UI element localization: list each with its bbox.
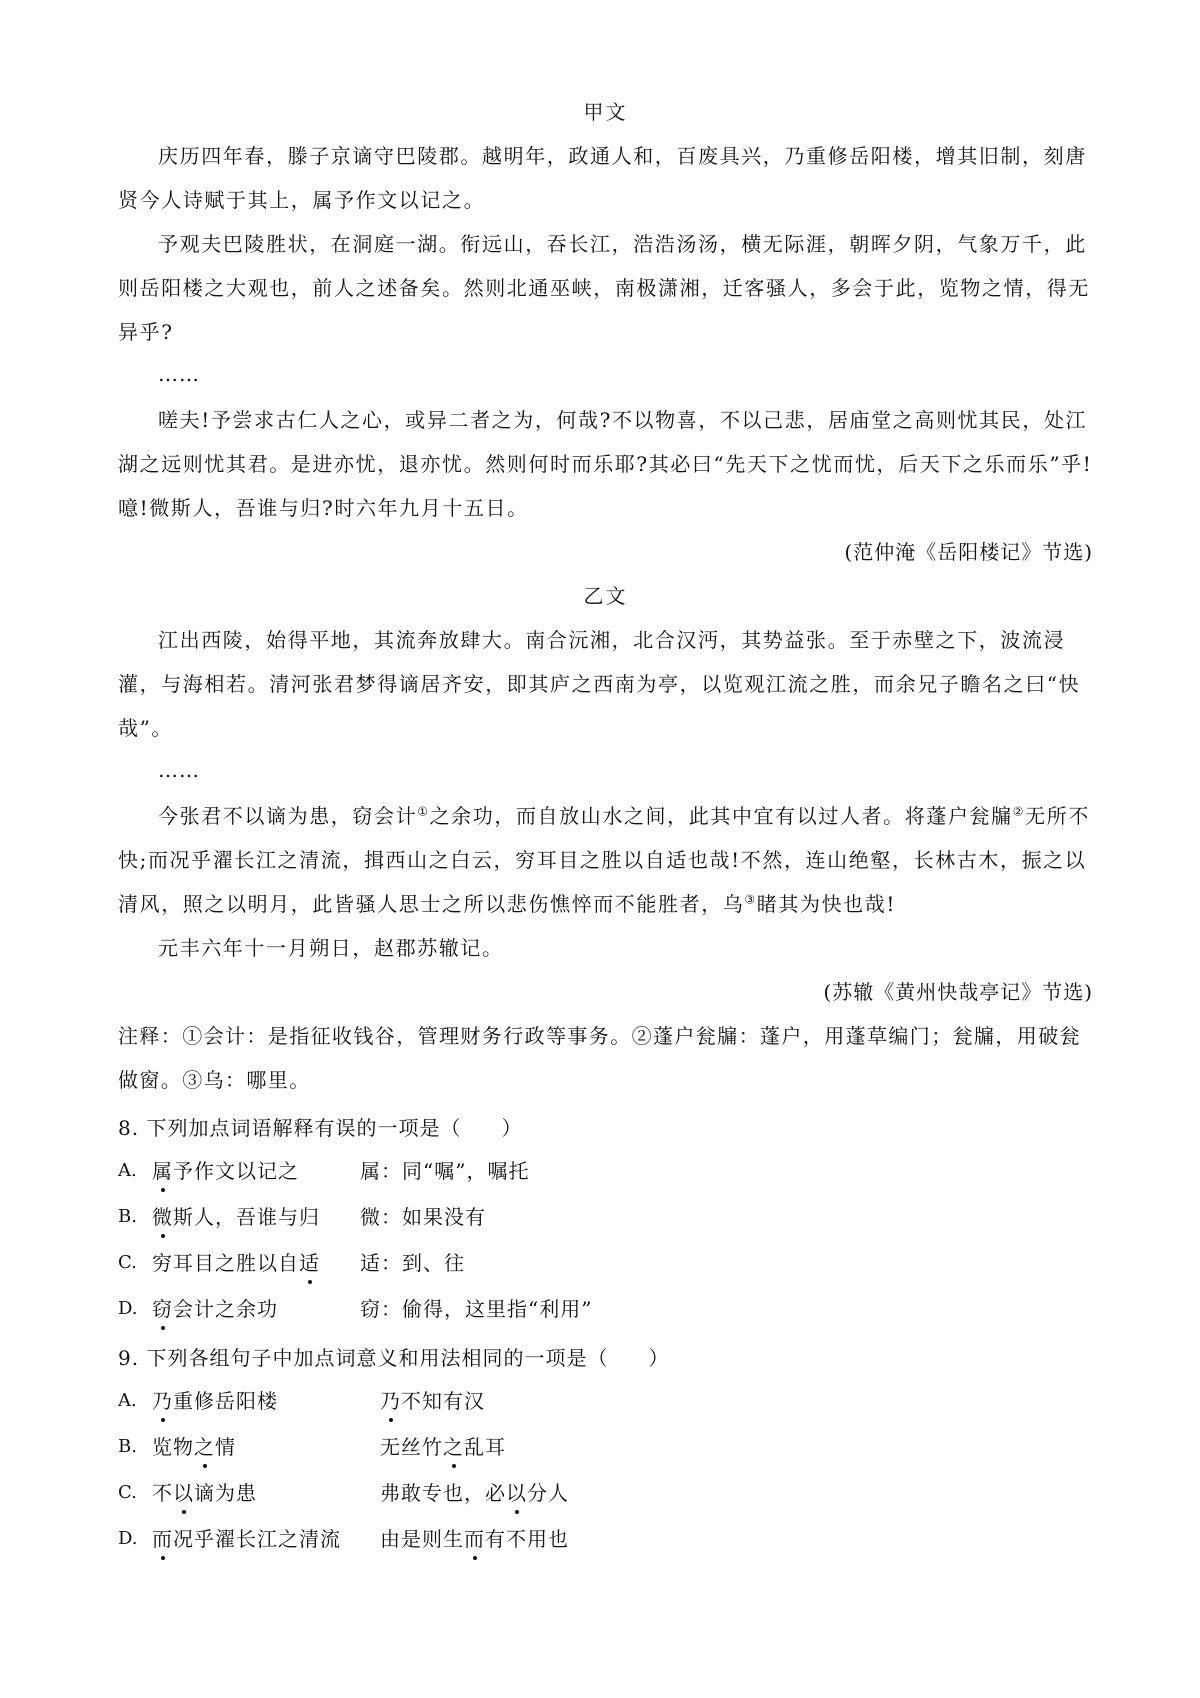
passage-b-closing: 元丰六年十一月朔日，赵郡苏辙记。 (158, 936, 504, 960)
footnote-mark-3: ③ (744, 892, 757, 907)
option-letter: B. (118, 1436, 137, 1457)
sentence-text: 分人 (527, 1481, 569, 1505)
passage-b-p2-text-2: 之余功，而自放山水之间，此其中宜有以过人者。将蓬户瓮牖 (429, 804, 1013, 828)
sentence-text: 乱耳 (464, 1435, 506, 1459)
passage-b-heading: 乙文 (583, 584, 628, 608)
option-sentence-2 (380, 1470, 569, 1516)
question-8-option-a (118, 1148, 1093, 1194)
passage-b-ellipsis: …… (158, 758, 200, 782)
question-8-option-c (118, 1240, 1093, 1286)
question-9-option-c (118, 1470, 1093, 1516)
sentence-text: 穷耳目之胜以自 (152, 1251, 299, 1275)
exam-page (118, 90, 1093, 1562)
question-9-stem: 9. 下列各组句子中加点词意义和用法相同的一项是（ (118, 1346, 609, 1370)
passage-b-source: (苏辙《黄州快哉亭记》节选) (823, 980, 1093, 1004)
dotted-word: 乃 (152, 1378, 173, 1424)
sentence-text: 不 (152, 1481, 173, 1505)
question-8-option-b (118, 1194, 1093, 1240)
sentence-text: 览物 (152, 1435, 194, 1459)
option-sentence-1 (152, 1470, 380, 1516)
passage-b-p2-text-4: 睹其为快也哉! (756, 892, 897, 916)
dotted-word: 以 (506, 1470, 527, 1516)
passage-a-paragraph-3: 嗟夫!予尝求古仁人之心，或异二者之为，何哉?不以物喜，不以己悲，居庙堂之高则忧其民，处江湖之远则忧其君。是进亦忧，退亦忧。然则何时而乐耶?其必曰“先天下之忧而忧，后天下之乐而乐”乎!噫!微斯人，吾谁与归?时六年九月十五日。 (118, 408, 1093, 520)
option-sentence-2 (380, 1424, 506, 1470)
question-8 (118, 1108, 1093, 1332)
footnote-mark-1: ① (417, 804, 430, 819)
option-sentence-2 (380, 1516, 569, 1562)
question-8-close-paren: ） (501, 1116, 523, 1140)
option-sentence-1 (152, 1424, 380, 1470)
question-9-option-d (118, 1516, 1093, 1562)
dotted-word: 乃 (380, 1378, 401, 1424)
option-gloss: 窃：偷得，这里指“利用” (360, 1297, 593, 1321)
option-letter: C. (118, 1252, 137, 1273)
option-sentence-1 (152, 1516, 380, 1562)
option-letter: B. (118, 1206, 137, 1227)
sentence-text: 由是则生 (380, 1527, 464, 1551)
question-8-stem: 8. 下列加点词语解释有误的一项是（ (118, 1116, 462, 1140)
sentence-text: 不知有汉 (401, 1389, 485, 1413)
question-9-option-a (118, 1378, 1093, 1424)
option-sentence (152, 1240, 360, 1286)
option-gloss: 适：到、往 (360, 1251, 465, 1275)
passage-b-p2-text-3: 无所不快;而况乎濯长江之清流，揖西山之白云，穷耳目之胜以自适也哉!不然，连山绝壑，长林古木，振之以清风，照之以明月，此皆骚人思士之所以悲伤憔悴而不能胜者，乌 (118, 804, 1090, 916)
question-9-title (118, 1338, 1093, 1378)
dotted-word: 而 (152, 1516, 173, 1562)
passage-b-paragraph-1: 江出西陵，始得平地，其流奔放肆大。南合沅湘，北合汉沔，其势益张。至于赤壁之下，波流浸灌，与海相若。清河张君梦得谪居齐安，即其庐之西南为亭，以览观江流之胜，而余兄子瞻名之曰“快哉”。 (118, 628, 1081, 740)
annotation-notes: 注释：①会计：是指征收钱谷，管理财务行政等事务。②蓬户瓮牖：蓬户，用蓬草编门；瓮牖，用破瓮做窗。③乌：哪里。 (118, 1024, 1081, 1092)
question-8-title (118, 1108, 1093, 1148)
question-8-option-d (118, 1286, 1093, 1332)
sentence-text: 况乎濯长江之清流 (173, 1527, 341, 1551)
sentence-text: 会计之余功 (173, 1297, 278, 1321)
option-sentence-1 (152, 1378, 380, 1424)
sentence-text: 谪为患 (194, 1481, 257, 1505)
option-sentence (152, 1148, 360, 1194)
passage-a-heading: 甲文 (583, 100, 628, 124)
sentence-text: 无丝竹 (380, 1435, 443, 1459)
question-9-close-paren: ） (648, 1346, 670, 1370)
question-9-option-b (118, 1424, 1093, 1470)
option-letter: D. (118, 1298, 138, 1319)
option-sentence (152, 1194, 360, 1240)
option-gloss: 微：如果没有 (360, 1205, 486, 1229)
dotted-word: 之 (194, 1424, 215, 1470)
option-gloss: 属：同“嘱”，嘱托 (360, 1159, 530, 1183)
sentence-text: 弗敢专也，必 (380, 1481, 506, 1505)
dotted-word: 微 (152, 1194, 173, 1240)
passage-a-source: (范仲淹《岳阳楼记》节选) (844, 540, 1093, 564)
passage-b-p2-text-1: 今张君不以谪为患，窃会计 (158, 804, 418, 828)
option-letter: D. (118, 1528, 138, 1549)
passage-b-paragraph-2 (118, 794, 1093, 926)
dotted-word: 适 (299, 1240, 320, 1286)
sentence-text: 情 (215, 1435, 236, 1459)
dotted-word: 属 (152, 1148, 173, 1194)
dotted-word: 之 (443, 1424, 464, 1470)
passage-a-ellipsis: …… (158, 362, 200, 386)
dotted-word: 而 (464, 1516, 485, 1562)
dotted-word: 窃 (152, 1286, 173, 1332)
option-sentence (152, 1286, 360, 1332)
passage-a-paragraph-2: 予观夫巴陵胜状，在洞庭一湖。衔远山，吞长江，浩浩汤汤，横无际涯，朝晖夕阴，气象万千，此则岳阳楼之大观也，前人之述备矣。然则北通巫峡，南极潇湘，迁客骚人，多会于此，览物之情，得无异乎? (118, 232, 1090, 344)
option-letter: C. (118, 1482, 137, 1503)
sentence-text: 重修岳阳楼 (173, 1389, 278, 1413)
dotted-word: 以 (173, 1470, 194, 1516)
sentence-text: 有不用也 (485, 1527, 569, 1551)
footnote-mark-2: ② (1012, 804, 1026, 819)
passage-a-paragraph-1: 庆历四年春，滕子京谪守巴陵郡。越明年，政通人和，百废具兴，乃重修岳阳楼，增其旧制，刻唐贤今人诗赋于其上，属予作文以记之。 (118, 144, 1087, 212)
option-letter: A. (118, 1160, 137, 1181)
sentence-text: 斯人，吾谁与归 (173, 1205, 320, 1229)
sentence-text: 予作文以记之 (173, 1159, 299, 1183)
question-9 (118, 1338, 1093, 1562)
option-sentence-2 (380, 1378, 485, 1424)
option-letter: A. (118, 1390, 137, 1411)
